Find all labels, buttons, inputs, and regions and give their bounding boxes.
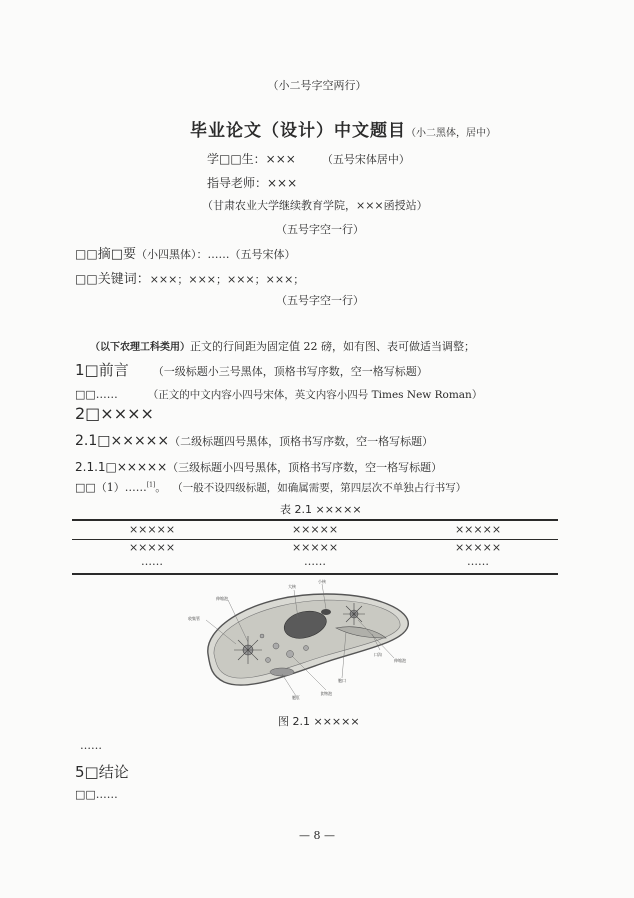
citation-mark: [1] <box>146 481 156 489</box>
contractile-vacuole-left <box>234 636 262 664</box>
conclusion-paragraph: □□…… <box>75 788 118 801</box>
heading-2-1 <box>75 430 433 449</box>
heading-2-1-1-note: （三级标题小四号黑体，顶格书写序数，空一格写标题） <box>167 461 443 474</box>
figure-label: 小核 <box>318 579 326 584</box>
heading-preface-label: 1□前言 <box>75 361 129 379</box>
abstract-line <box>75 243 295 262</box>
table-bottom-rule <box>72 573 558 575</box>
table-header-cell: ××××× <box>128 523 176 536</box>
ellipsis-paragraph: …… <box>80 739 102 752</box>
thesis-title: 毕业论文（设计）中文题目 <box>190 121 406 141</box>
abstract-content: ……（五号宋体） <box>207 248 296 261</box>
heading-2-1-1-label: 2.1.1□××××× <box>75 460 168 474</box>
heading-2-1-label: 2.1□××××× <box>75 433 170 449</box>
figure-label: 收集管 <box>188 616 200 621</box>
affiliation-line: （甘肃农业大学继续教育学院，×××函授站） <box>202 199 428 212</box>
body-intro <box>90 338 475 354</box>
figure-label: 伸缩泡 <box>394 658 406 663</box>
table-cell: …… <box>141 555 163 568</box>
cytoproct <box>270 668 294 676</box>
table-cell: ××××× <box>291 541 339 554</box>
level-4-after: 。 <box>155 481 167 494</box>
keywords-label: 关键词： <box>97 272 150 287</box>
advisor-line: 指导老师：××× <box>207 176 298 190</box>
abstract-note: （小四黑体）： <box>135 248 208 261</box>
table-cell: ××××× <box>454 541 502 554</box>
heading-2-1-note: （二级标题四号黑体，顶格书写序数，空一格写标题） <box>169 435 434 448</box>
figure-label: 食物泡 <box>320 691 332 696</box>
figure-label: 大核 <box>288 584 296 589</box>
title-note: （小二黑体，居中） <box>406 128 496 139</box>
paramecium-figure <box>186 576 420 700</box>
page-number: — 8 — <box>299 829 335 842</box>
table-middle-rule <box>72 539 558 540</box>
micronucleus <box>321 609 331 615</box>
figure-label: 伸缩泡 <box>216 596 228 601</box>
title-line <box>190 116 496 141</box>
figure-label: 胞肛 <box>292 695 300 700</box>
blank-line-note-1: （五号字空一行） <box>276 223 364 236</box>
table-top-rule <box>72 519 558 521</box>
abstract-label: 摘□要 <box>97 247 136 262</box>
student-line <box>207 150 410 167</box>
table-caption: 表 2.1 ××××× <box>280 503 362 516</box>
student-label: 学□□生：××× <box>207 152 296 166</box>
keywords-line <box>75 268 304 287</box>
heading-2: 2□×××× <box>75 404 154 423</box>
table-cell: …… <box>467 555 489 568</box>
paragraph-1 <box>75 387 482 402</box>
heading-conclusion: 5□结论 <box>75 763 129 781</box>
figure-label: 口沟 <box>374 652 382 657</box>
heading-2-1-1 <box>75 456 442 475</box>
table-cell: ××××× <box>128 541 176 554</box>
student-note: （五号宋体居中） <box>321 153 410 166</box>
table-cell: …… <box>304 555 326 568</box>
heading-level-4 <box>75 479 466 495</box>
figure-caption: 图 2.1 ××××× <box>278 715 360 728</box>
table-header-cell: ××××× <box>291 523 339 536</box>
table-header-cell: ××××× <box>454 523 502 536</box>
keywords-indent: □□ <box>75 272 98 286</box>
level-4-note: （一般不设四级标题，如确属需要，第四层次不单独占行书写） <box>172 482 467 494</box>
paragraph-1-note: （正文的中文内容小四号宋体，英文内容小四号 Times New Roman） <box>147 389 483 401</box>
figure-label: 胞口 <box>338 678 346 683</box>
blank-line-note-2: （五号字空一行） <box>276 294 364 307</box>
heading-preface-note: （一级标题小三号黑体，顶格书写序数，空一格写标题） <box>152 365 428 378</box>
body-intro-text: 正文的行间距为固定值 22 磅，如有图、表可做适当调整； <box>190 340 475 353</box>
paragraph-1-text: □□…… <box>75 388 118 401</box>
heading-preface <box>75 359 428 380</box>
header-note: （小二号字空两行） <box>267 79 367 92</box>
keywords-content: ×××；×××；×××；×××； <box>149 273 305 286</box>
contractile-vacuole-right <box>343 603 365 625</box>
abstract-indent: □□ <box>75 247 98 261</box>
body-intro-note: （以下农理工科类用） <box>90 342 190 353</box>
level-4-text: □□（1）…… <box>75 481 147 494</box>
